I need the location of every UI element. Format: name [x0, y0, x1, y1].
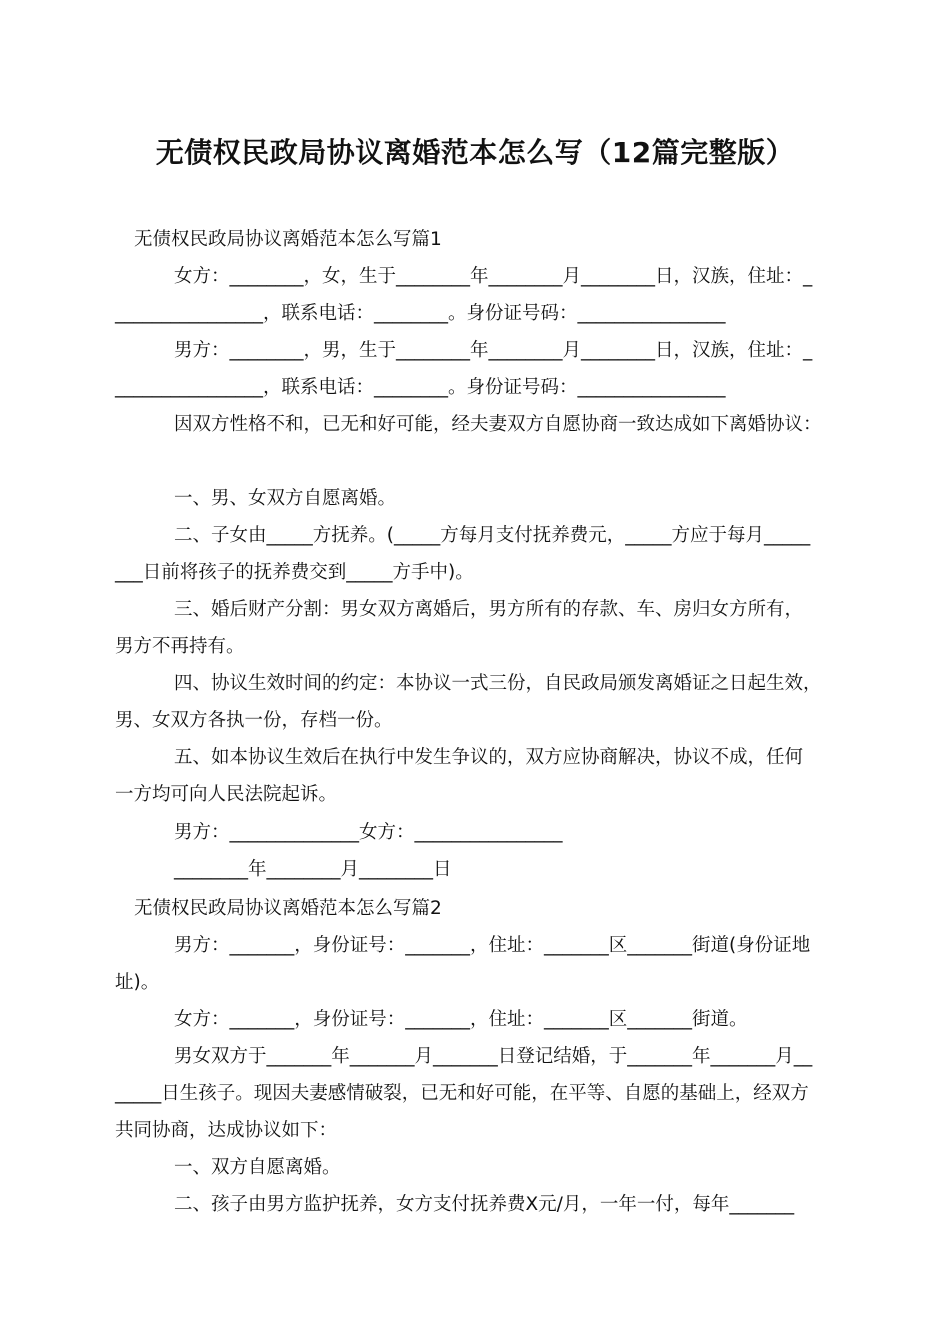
- date-line: ________年________月________日: [174, 859, 452, 880]
- clause-line: 四、协议生效时间的约定：本协议一式三份，自民政局颁发离婚证之日起生效，: [174, 673, 822, 694]
- paragraph-line: 因双方性格不和，已无和好可能，经夫妻双方自愿协商一致达成如下离婚协议：: [174, 414, 822, 435]
- clause-line: 二、子女由_____方抚养。(_____方每月支付抚养费元，_____方应于每月_____: [174, 525, 811, 546]
- paragraph-line: 女方：________，女，生于________年________月________日，汉族，住址：_: [174, 266, 813, 287]
- paragraph-line: _____日生孩子。现因夫妻感情破裂，已无和好可能，在平等、自愿的基础上，经双方: [115, 1083, 809, 1104]
- clause-line: 一方均可向人民法院起诉。: [115, 784, 338, 805]
- signature-line: 男方：______________女方：________________: [174, 822, 563, 843]
- paragraph-line: ________________，联系电话：________。身份证号码：________________: [115, 377, 726, 398]
- paragraph-line: ________________，联系电话：________。身份证号码：________________: [115, 303, 726, 324]
- clause-line: 五、如本协议生效后在执行中发生争议的，双方应协商解决，协议不成，任何: [174, 747, 804, 768]
- clause-line: ___日前将孩子的抚养费交到_____方手中)。: [115, 562, 474, 583]
- paragraph-line: 男女双方于_______年_______月_______日登记结婚，于_______年_______月__: [174, 1046, 813, 1067]
- clause-line: 男方不再持有。: [115, 636, 245, 657]
- paragraph-line: 男方：________，男，生于________年________月________日，汉族，住址：_: [174, 340, 813, 361]
- document-title: 无债权民政局协议离婚范本怎么写（12篇完整版）: [155, 136, 795, 169]
- section-heading-1: 无债权民政局协议离婚范本怎么写篇1: [134, 229, 442, 250]
- paragraph-line: 共同协商，达成协议如下：: [115, 1120, 338, 1141]
- clause-line: 一、男、女双方自愿离婚。: [174, 488, 397, 509]
- section-heading-2: 无债权民政局协议离婚范本怎么写篇2: [134, 898, 442, 919]
- clause-line: 男、女双方各执一份，存档一份。: [115, 710, 393, 731]
- paragraph-line: 女方：_______，身份证号：_______，住址：_______区_______街道。: [174, 1009, 748, 1030]
- clause-line: 一、双方自愿离婚。: [174, 1157, 341, 1178]
- clause-line: 三、婚后财产分割：男女双方离婚后，男方所有的存款、车、房归女方所有，: [174, 599, 804, 620]
- paragraph-line: 男方：_______，身份证号：_______，住址：_______区_______街道(身份证地: [174, 935, 811, 956]
- paragraph-line: 址)。: [115, 972, 160, 993]
- clause-line: 二、孩子由男方监护抚养，女方支付抚养费X元/月，一年一付，每年_______: [174, 1194, 795, 1215]
